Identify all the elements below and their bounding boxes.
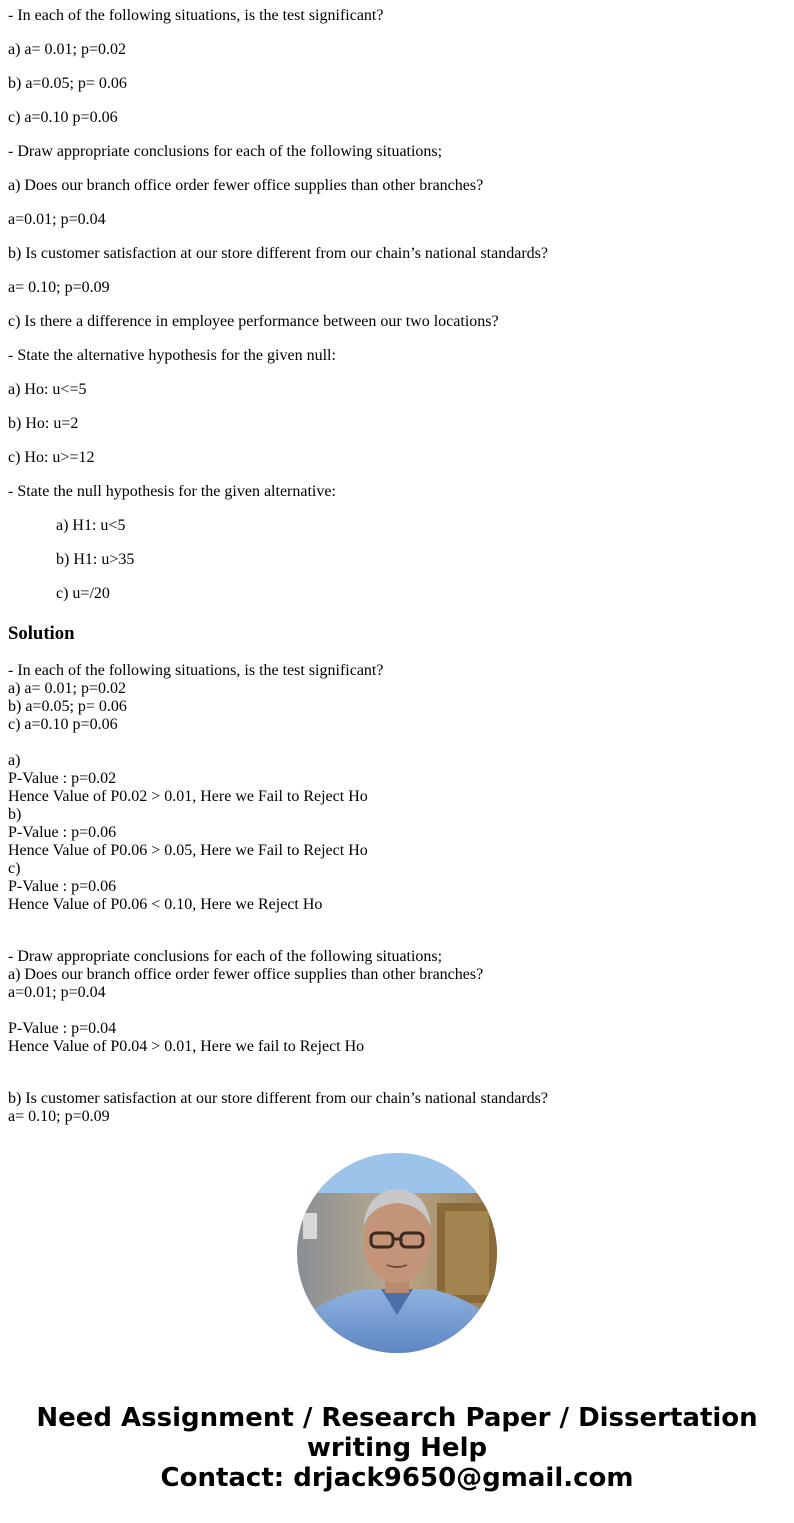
question-block <box>8 0 788 612</box>
spacer <box>8 1002 788 1020</box>
solution-line: - In each of the following situations, is the test significant? <box>8 662 384 679</box>
question-line: b) Is customer satisfaction at our store different from our chain’s national standards? <box>8 245 548 262</box>
question-line: c) Is there a difference in employee performance between our two locations? <box>8 313 499 330</box>
solution-line: a) Does our branch office order fewer office supplies than other branches? <box>8 966 484 983</box>
question-line: - In each of the following situations, is the test significant? <box>8 7 384 24</box>
promo-contact: Contact: drjack9650@gmail.com <box>160 1463 634 1493</box>
promo-line: Need Assignment / Research Paper / Dissertation <box>36 1403 758 1433</box>
solution-line: - Draw appropriate conclusions for each of the following situations; <box>8 948 443 965</box>
solution-line: P-Value : p=0.06 <box>8 878 117 895</box>
spacer <box>8 734 788 752</box>
solution-line: P-Value : p=0.06 <box>8 824 117 841</box>
solution-line: a) <box>8 752 21 769</box>
solution-line: c) a=0.10 p=0.06 <box>8 716 118 733</box>
question-line: b) Ho: u=2 <box>8 415 79 432</box>
solution-line: a= 0.10; p=0.09 <box>8 1108 110 1125</box>
solution-line: b) <box>8 806 22 823</box>
solution-heading: Solution <box>8 623 75 644</box>
question-line: c) a=0.10 p=0.06 <box>8 109 118 126</box>
spacer <box>8 1056 788 1090</box>
solution-line: b) a=0.05; p= 0.06 <box>8 698 127 715</box>
question-line: b) H1: u>35 <box>56 551 135 568</box>
question-line: - Draw appropriate conclusions for each of the following situations; <box>8 143 443 160</box>
promo-line: writing Help <box>306 1433 488 1463</box>
solution-line: Hence Value of P0.06 > 0.05, Here we Fail to Reject Ho <box>8 842 368 859</box>
question-line: a=0.01; p=0.04 <box>8 211 106 228</box>
solution-line: c) <box>8 860 21 877</box>
question-line: c) u=/20 <box>56 585 110 602</box>
question-line: - State the null hypothesis for the given alternative: <box>8 483 336 500</box>
author-photo <box>297 1153 497 1353</box>
person-portrait-image <box>297 1153 497 1353</box>
solution-line: b) Is customer satisfaction at our store different from our chain’s national standards? <box>8 1090 548 1107</box>
solution-line: Hence Value of P0.06 < 0.10, Here we Reject Ho <box>8 896 323 913</box>
question-line: a) a= 0.01; p=0.02 <box>8 41 127 58</box>
solution-line: P-Value : p=0.04 <box>8 1020 117 1037</box>
solution-line: P-Value : p=0.02 <box>8 770 117 787</box>
question-line: a) Ho: u<=5 <box>8 381 87 398</box>
solution-line: a=0.01; p=0.04 <box>8 984 106 1001</box>
solution-line: Hence Value of P0.04 > 0.01, Here we fail to Reject Ho <box>8 1038 365 1055</box>
question-line: a) H1: u<5 <box>56 517 126 534</box>
question-line: a) Does our branch office order fewer office supplies than other branches? <box>8 177 484 194</box>
spacer <box>8 914 788 948</box>
question-line: - State the alternative hypothesis for the given null: <box>8 347 336 364</box>
question-line: b) a=0.05; p= 0.06 <box>8 75 127 92</box>
solution-block <box>8 662 788 1126</box>
solution-line: Hence Value of P0.02 > 0.01, Here we Fail to Reject Ho <box>8 788 368 805</box>
question-line: a= 0.10; p=0.09 <box>8 279 110 296</box>
question-line: c) Ho: u>=12 <box>8 449 95 466</box>
solution-line: a) a= 0.01; p=0.02 <box>8 680 127 697</box>
promo-banner <box>0 1403 794 1493</box>
